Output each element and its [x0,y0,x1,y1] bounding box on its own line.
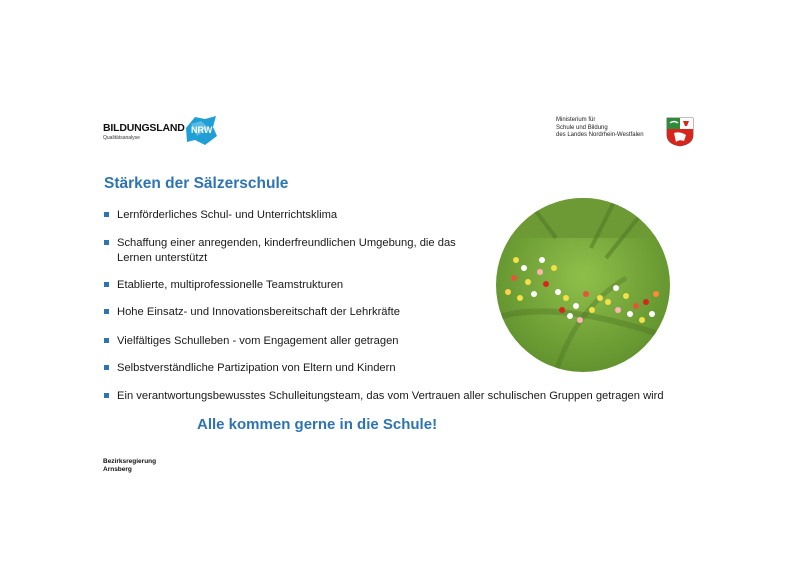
bullet-marker-icon [104,338,109,343]
list-item: Lernförderliches Schul- und Unterrichtsklima [104,208,337,223]
ministry-line-3: des Landes Nordrhein-Westfalen [556,132,644,138]
footer-authority [103,458,156,474]
ministry-line-1: Ministerium für [556,117,596,123]
footer-line-2: Arnsberg [103,466,132,473]
slide-title: Stärken der Sälzerschule [104,175,289,192]
tulip-garden-image [496,198,670,372]
logo-subtitle: Qualitätsanalyse [103,135,140,141]
bullet-marker-icon [104,309,109,314]
bullet-marker-icon [104,212,109,217]
logo-name: BILDUNGSLAND [103,122,185,134]
bullet-marker-icon [104,365,109,370]
footer-line-1: Bezirksregierung [103,458,157,465]
nrw-map-icon [183,114,219,148]
bullet-marker-icon [104,282,109,287]
list-item: Etablierte, multiprofessionelle Teamstrukturen [104,278,343,293]
list-item: Hohe Einsatz- und Innovationsbereitschaft der Lehrkräfte [104,305,400,320]
bullet-marker-icon [104,393,109,398]
ministerium-logo [556,117,696,151]
tagline: Alle kommen gerne in die Schule! [197,416,438,433]
list-item: Vielfältiges Schulleben - vom Engagement aller getragen [104,334,399,349]
nrw-coat-of-arms-icon [666,117,694,147]
list-item: Schaffung einer anregenden, kinderfreundlichen Umgebung, die das Lernen unterstützt [104,236,477,266]
bildungsland-nrw-logo [103,114,223,150]
list-item: Selbstverständliche Partizipation von Eltern und Kindern [104,361,396,376]
logo-badge: NRW [191,125,213,135]
bullet-marker-icon [104,240,109,245]
tulip-garden-photo [496,198,670,372]
list-item: Ein verantwortungsbewusstes Schulleitungsteam, das vom Vertrauen aller schulischen Gruppen getragen wird [104,389,717,404]
ministry-line-2: Schule und Bildung [556,124,608,131]
